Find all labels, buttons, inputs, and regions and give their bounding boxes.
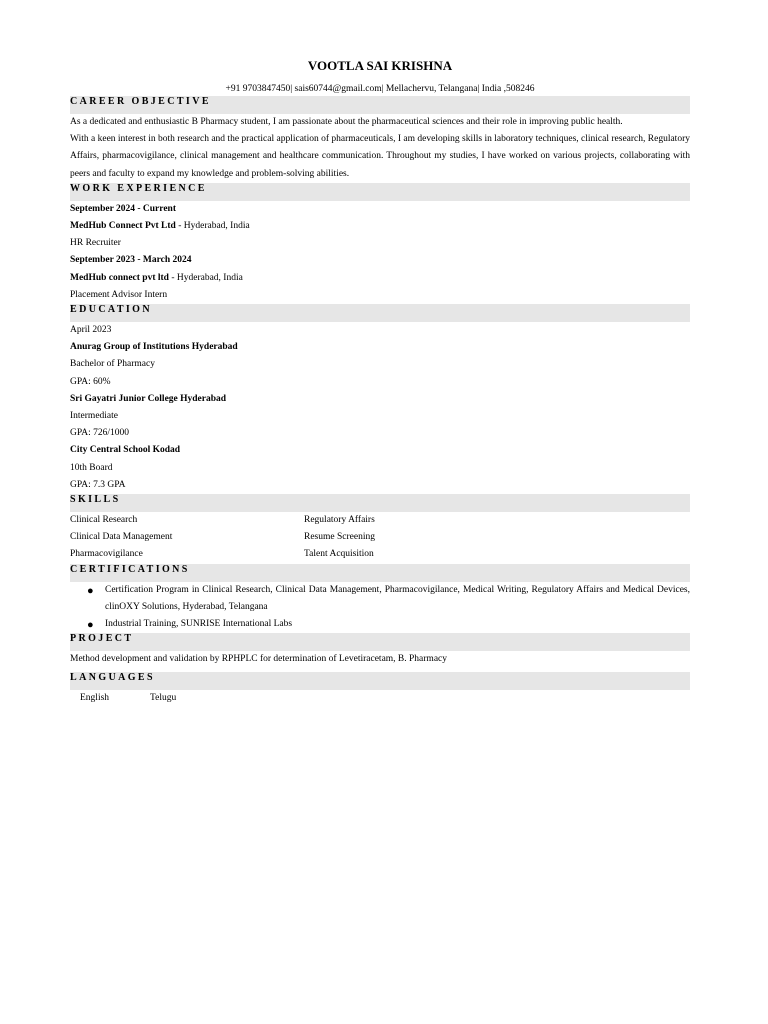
certification-text: Certification Program in Clinical Research, Clinical Data Management, Pharmacovigilance, Medical Writing, Regulatory Affairs and Medical Devices, clinOXY Solutions, Hyderabad, Telangana	[105, 584, 690, 612]
career-objective-body	[70, 114, 690, 183]
language-item: English	[80, 693, 110, 704]
candidate-name: VOOTLA SAI KRISHNA	[307, 58, 453, 73]
job-company-line	[70, 218, 690, 235]
section-heading-skills: SKILLS	[70, 494, 690, 512]
education-school: City Central School Kodad	[70, 445, 181, 456]
section-heading-education: EDUCATION	[70, 304, 690, 322]
section-heading-certifications: CERTIFICATIONS	[70, 564, 690, 582]
job-location: - Hyderabad, India	[168, 272, 243, 283]
job-role: Placement Advisor Intern	[70, 289, 168, 300]
skill-item: Resume Screening	[304, 532, 375, 543]
languages-list	[70, 690, 690, 707]
project-text: Method development and validation by RPHPLC for determination of Levetiracetam, B. Pharmacy	[70, 654, 448, 665]
education-school: Sri Gayatri Junior College Hyderabad	[70, 393, 227, 404]
objective-paragraph: As a dedicated and enthusiastic B Pharmacy student, I am passionate about the pharmaceutical sciences and their role in improving public health.	[70, 117, 623, 127]
section-heading-career-objective: CAREER OBJECTIVE	[70, 96, 690, 114]
education-date: April 2023	[70, 325, 112, 336]
education-gpa: GPA: 7.3 GPA	[70, 479, 126, 490]
certifications-list	[70, 582, 690, 634]
objective-paragraph: With a keen interest in both research and the practical application of pharmaceuticals, I am developing skills in laboratory techniques, clinical research, Regulatory Affairs, pharmacovigilance, clinical management and healthcare communication. Throughout my studies, I have worked on various projects, collaborating with peers and faculty to expand my knowledge and problem-solving abilities.	[70, 134, 690, 179]
bullet-icon: ●	[87, 619, 94, 632]
job-location: - Hyderabad, India	[175, 221, 250, 232]
job-dates: September 2023 - March 2024	[70, 255, 192, 266]
job-company: MedHub Connect Pvt Ltd	[70, 221, 176, 232]
education-degree: Intermediate	[70, 411, 119, 422]
certification-text: Industrial Training, SUNRISE International Labs	[105, 619, 293, 630]
language-item: Telugu	[150, 693, 177, 704]
skill-item: Pharmacovigilance	[70, 549, 143, 560]
section-heading-languages: LANGUAGES	[70, 672, 690, 690]
contact-line: +91 9703847450| sais60744@gmail.com| Mellachervu, Telangana| India ,508246	[225, 84, 535, 94]
section-heading-project: PROJECT	[70, 633, 690, 651]
skills-grid	[70, 512, 690, 564]
skill-item: Regulatory Affairs	[304, 515, 375, 526]
job-company: MedHub connect pvt ltd	[70, 272, 169, 283]
job-role: HR Recruiter	[70, 238, 121, 249]
education-degree: 10th Board	[70, 462, 113, 473]
education-school: Anurag Group of Institutions Hyderabad	[70, 342, 238, 353]
education-degree: Bachelor of Pharmacy	[70, 359, 155, 370]
job-dates: September 2024 - Current	[70, 203, 176, 214]
certification-item	[70, 582, 690, 616]
bullet-icon: ●	[87, 584, 94, 597]
skill-item: Talent Acquisition	[304, 549, 374, 560]
education-gpa: GPA: 60%	[70, 376, 111, 387]
education-body	[70, 322, 690, 494]
skill-item: Clinical Research	[70, 515, 138, 526]
work-experience-body	[70, 201, 690, 304]
certification-item	[70, 616, 690, 633]
job-company-line	[70, 270, 690, 287]
education-gpa: GPA: 726/1000	[70, 428, 130, 439]
section-heading-work-experience: WORK EXPERIENCE	[70, 183, 690, 201]
skill-item: Clinical Data Management	[70, 532, 173, 543]
resume-page	[70, 56, 690, 708]
